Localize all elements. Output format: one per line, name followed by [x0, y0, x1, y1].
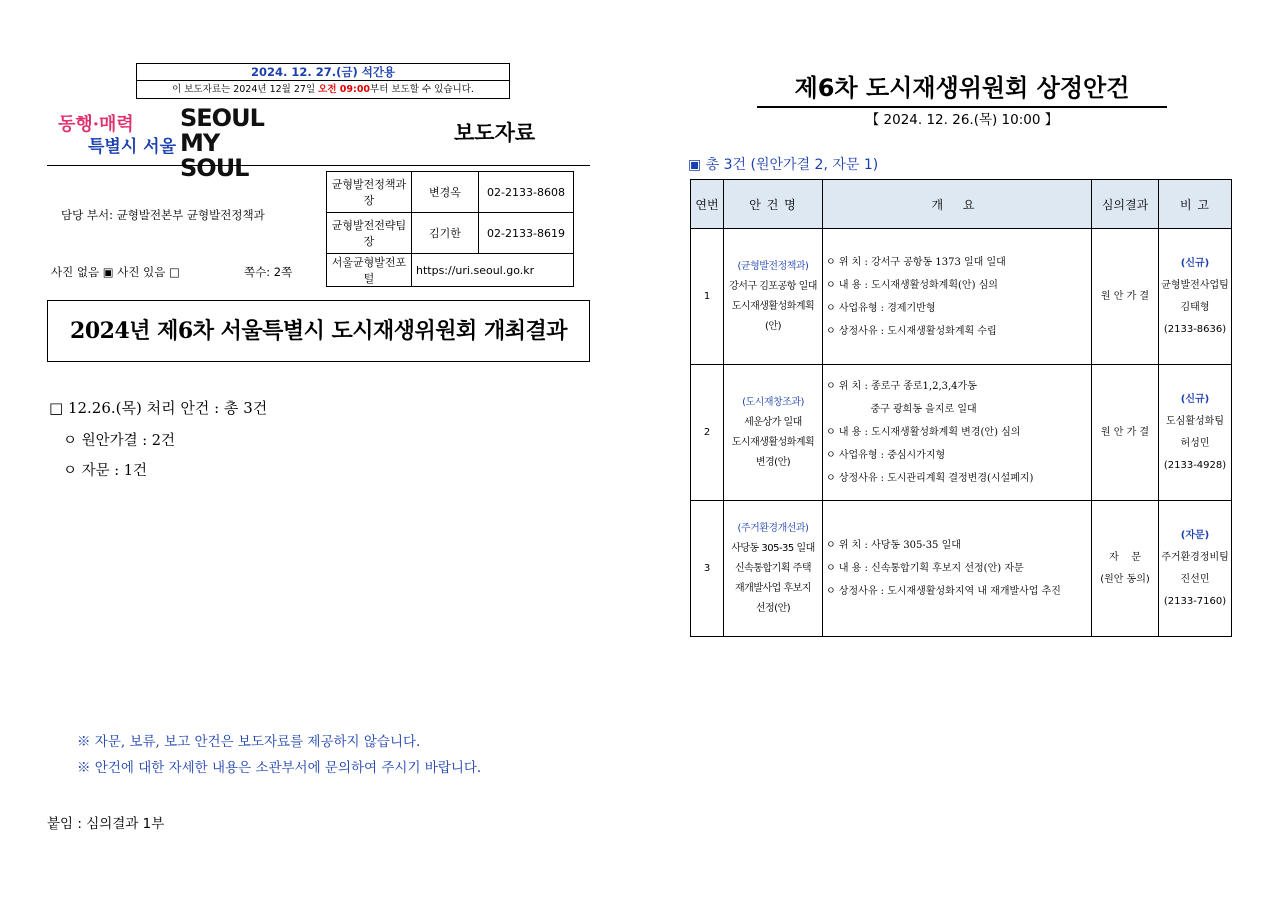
- row-result: 자 문 (원안 동의): [1092, 501, 1159, 637]
- agenda-date: 【 2024. 12. 26.(목) 10:00 】: [865, 112, 1059, 128]
- contact-org: 균형발전전략팀장: [327, 213, 412, 254]
- notice-line: ※ 자문, 보류, 보고 안건은 보도자료를 제공하지 않습니다.: [77, 734, 421, 750]
- header-name: 안 건 명: [724, 180, 823, 229]
- row-number: 3: [691, 501, 724, 637]
- row-number: 1: [691, 229, 724, 365]
- row-result: 원 안 가 결: [1092, 229, 1159, 365]
- row-number: 2: [691, 365, 724, 501]
- header-summary: 개 요: [823, 180, 1092, 229]
- summary-item: ㅇ 자문 : 1건: [63, 463, 147, 479]
- agenda-row: [691, 229, 1232, 365]
- agenda-table: [690, 179, 1232, 637]
- summary-headline: □ 12.26.(목) 처리 안건 : 총 3건: [49, 399, 268, 417]
- header-no: 연번: [691, 180, 724, 229]
- contact-row: [327, 172, 574, 213]
- row-summary: ㅇ 위 치 : 사당동 305-35 일대 ㅇ 내 용 : 신속통합기획 후보지 선정(안) 자문 ㅇ 상정사유 : 도시재생활성화지역 내 재개발사업 추진: [823, 501, 1092, 637]
- row-result: 원 안 가 결: [1092, 365, 1159, 501]
- row-title: (주거환경개선과) 사당동 305-35 일대 신속통합기획 주택 재개발사업 후보지 선정(안): [724, 501, 823, 637]
- header-note: 비 고: [1159, 180, 1232, 229]
- contact-row: [327, 213, 574, 254]
- page-count: 쪽수: 2쪽: [244, 265, 293, 279]
- agenda-title: 제6차 도시재생위원회 상정안건: [757, 68, 1167, 108]
- row-summary: ㅇ 위 치 : 강서구 공항동 1373 일대 일대 ㅇ 내 용 : 도시재생활성화계획(안) 심의 ㅇ 사업유형 : 경제기반형 ㅇ 상정사유 : 도시재생활성화계획 수립: [823, 229, 1092, 365]
- header-result: 심의결과: [1092, 180, 1159, 229]
- agenda-header-row: [691, 180, 1232, 229]
- row-note: (신규) 균형발전사업팀 김태형 (2133-8636): [1159, 229, 1232, 365]
- department-label: 담당 부서: 균형발전본부 균형발전정책과: [61, 208, 265, 222]
- row-note: (자문) 주거환경정비팀 진선민 (2133-7160): [1159, 501, 1232, 637]
- contact-tel: 02-2133-8619: [479, 213, 574, 254]
- contact-tel: 02-2133-8608: [479, 172, 574, 213]
- embargo-date: 2024. 12. 27.(금) 석간용: [137, 64, 509, 81]
- agenda-row: [691, 501, 1232, 637]
- row-summary: ㅇ 위 치 : 종로구 종로1,2,3,4가동 중구 광희동 을지로 일대 ㅇ 내 용 : 도시재생활성화계획 변경(안) 심의 ㅇ 사업유형 : 중심시가지형 ㅇ 상정사유 : 도시관리계획 결정변경(시설폐지): [823, 365, 1092, 501]
- main-headline: 2024년 제6차 서울특별시 도시재생위원회 개최결과: [47, 300, 590, 362]
- contact-name: 변경옥: [412, 172, 479, 213]
- contact-org: 균형발전정책과장: [327, 172, 412, 213]
- contact-table: [326, 171, 574, 287]
- seoul-my-soul-logo: SEOUL MY SOUL: [180, 104, 264, 182]
- attachment-label: 붙임 : 심의결과 1부: [47, 816, 165, 832]
- contact-name: 김기한: [412, 213, 479, 254]
- photo-status: 사진 없음 ▣ 사진 있음 □: [51, 265, 180, 279]
- contact-row: [327, 254, 574, 287]
- contact-org: 서울균형발전포털: [327, 254, 412, 287]
- divider: [47, 165, 590, 166]
- embargo-notice: 이 보도자료는 2024년 12월 27일 오전 09:00부터 보도할 수 있습니다.: [172, 84, 474, 95]
- agenda-row: [691, 365, 1232, 501]
- agenda-total: ▣ 총 3건 (원안가결 2, 자문 1): [688, 157, 879, 173]
- press-release-title: 보도자료: [454, 121, 536, 145]
- portal-link[interactable]: https://uri.seoul.go.kr: [412, 254, 574, 287]
- notice-line: ※ 안건에 대한 자세한 내용은 소관부서에 문의하여 주시기 바랍니다.: [77, 760, 482, 776]
- summary-item: ㅇ 원안가결 : 2건: [63, 433, 175, 449]
- row-note: (신규) 도심활성화팀 허성민 (2133-4928): [1159, 365, 1232, 501]
- embargo-box: [136, 63, 510, 99]
- row-title: (균형발전정책과) 강서구 김포공항 일대 도시재생활성화계획(안): [724, 229, 823, 365]
- slogan-logo: 동행·매력 특별시 서울: [58, 114, 177, 157]
- row-title: (도시재창조과) 세운상가 일대 도시재생활성화계획 변경(안): [724, 365, 823, 501]
